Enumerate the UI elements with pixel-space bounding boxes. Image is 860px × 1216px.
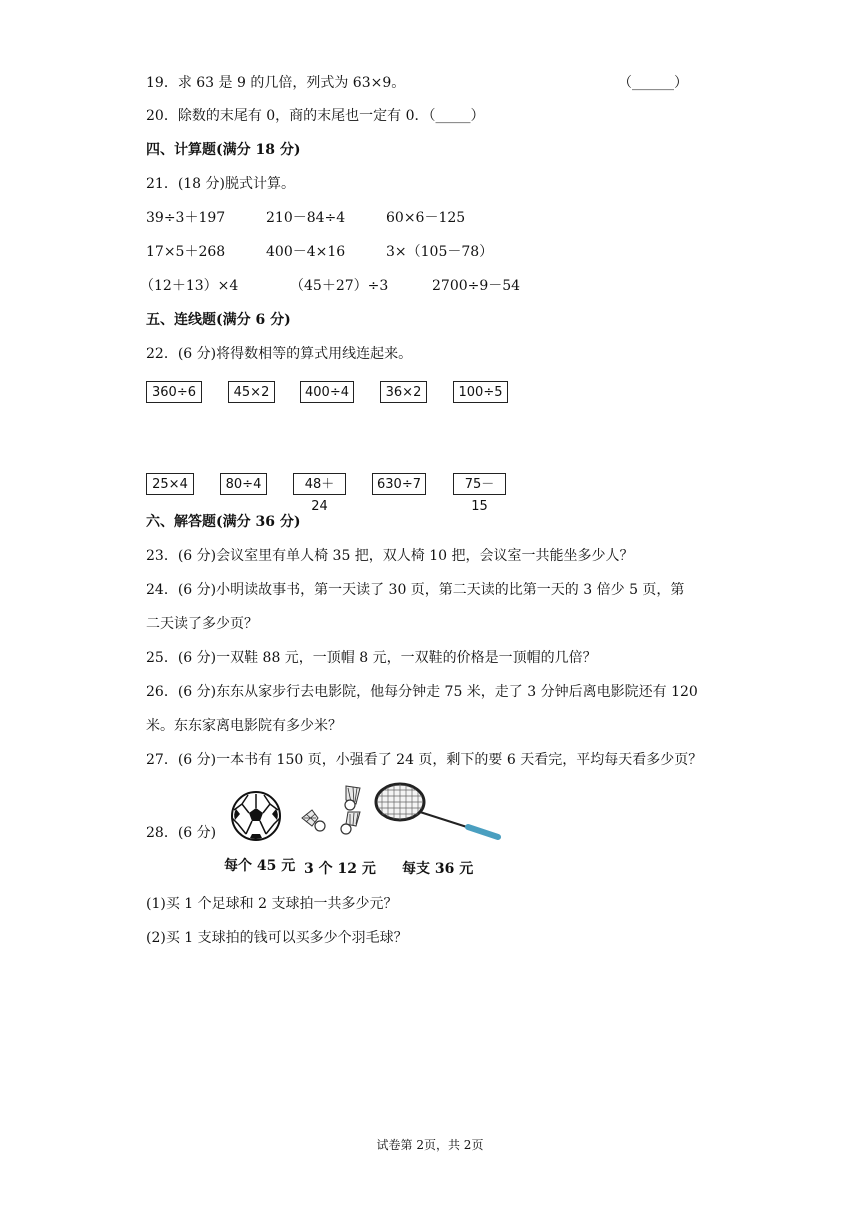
question-21: 21．(18 分)脱式计算。 <box>146 176 296 192</box>
section-5-heading: 五、连线题(满分 6 分) <box>146 312 291 328</box>
soccer-ball-icon <box>230 790 282 842</box>
calc-item: 60×6－125 <box>386 210 466 226</box>
calc-item: 2700÷9－54 <box>432 278 521 294</box>
question-28: 28．(6 分) <box>146 825 217 841</box>
match-box-top[interactable]: 400÷4 <box>300 381 354 403</box>
question-28-part2: (2)买 1 支球拍的钱可以买多少个羽毛球？ <box>146 930 408 946</box>
section-4-heading: 四、计算题(满分 18 分) <box>146 142 301 158</box>
calc-item: （12＋13）×4 <box>140 278 239 294</box>
match-box-top[interactable]: 36×2 <box>380 381 427 403</box>
page-footer: 试卷第 2页，共 2页 <box>376 1138 484 1152</box>
match-box-top[interactable]: 45×2 <box>228 381 275 403</box>
badminton-racket-icon <box>374 780 502 842</box>
question-23: 23．(6 分)会议室里有单人椅 35 把，双人椅 10 把，会议室一共能坐多少人？ <box>146 548 634 564</box>
question-19-blank: （______） <box>618 75 688 91</box>
question-19: 19．求 63 是 9 的几倍，列式为 63×9。 <box>146 75 406 91</box>
question-26-line1: 26．(6 分)东东从家步行去电影院，他每分钟走 75 米，走了 3 分钟后离电影院还有 120 <box>146 684 698 700</box>
calc-item: 39÷3＋197 <box>146 210 226 226</box>
question-27: 27．(6 分)一本书有 150 页，小强看了 24 页，剩下的要 6 天看完，平均每天看多少页？ <box>146 752 703 768</box>
match-box-bottom[interactable]: 25×4 <box>146 473 194 495</box>
match-box-bottom[interactable]: 80÷4 <box>220 473 267 495</box>
question-22: 22．(6 分)将得数相等的算式用线连起来。 <box>146 346 413 362</box>
calc-item: 400－4×16 <box>266 244 346 260</box>
match-box-top[interactable]: 100÷5 <box>453 381 508 403</box>
question-26-line2: 米。东东家离电影院有多少米？ <box>146 718 342 734</box>
match-box-bottom[interactable]: 48＋24 <box>293 473 346 495</box>
racket-price: 每支 36 元 <box>402 861 474 877</box>
shuttlecock-icon <box>298 782 376 844</box>
calc-item: 210－84÷4 <box>266 210 346 226</box>
question-20: 20．除数的末尾有 0，商的末尾也一定有 0．（_____） <box>146 108 485 124</box>
question-28-part1: (1)买 1 个足球和 2 支球拍一共多少元？ <box>146 896 398 912</box>
calc-item: 17×5＋268 <box>146 244 226 260</box>
shuttlecock-price: 3 个 12 元 <box>304 861 376 877</box>
question-25: 25．(6 分)一双鞋 88 元，一顶帽 8 元，一双鞋的价格是一顶帽的几倍？ <box>146 650 597 666</box>
match-box-bottom[interactable]: 75－15 <box>453 473 506 495</box>
section-6-heading: 六、解答题(满分 36 分) <box>146 514 301 530</box>
soccer-ball-price: 每个 45 元 <box>224 858 296 874</box>
match-box-top[interactable]: 360÷6 <box>146 381 202 403</box>
question-24-line2: 二天读了多少页？ <box>146 616 258 632</box>
calc-item: 3×（105－78） <box>386 244 494 260</box>
question-24-line1: 24．(6 分)小明读故事书，第一天读了 30 页，第二天读的比第一天的 3 倍少 5 页，第 <box>146 582 685 598</box>
calc-item: （45＋27）÷3 <box>290 278 389 294</box>
match-box-bottom[interactable]: 630÷7 <box>372 473 426 495</box>
